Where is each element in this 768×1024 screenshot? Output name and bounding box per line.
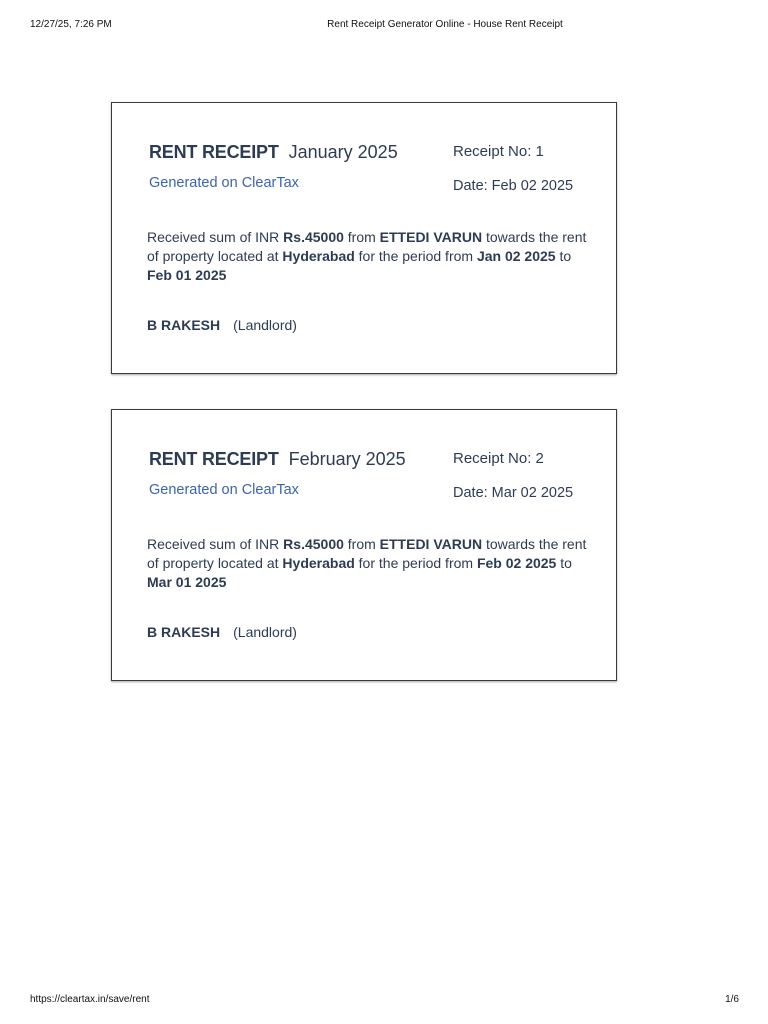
period-start: Feb 02 2025	[476, 555, 557, 571]
receipt-title	[149, 449, 406, 470]
receipt-heading: RENT RECEIPT	[149, 142, 279, 162]
tenant-name: ETTEDI VARUN	[379, 536, 483, 552]
rent-amount: Rs.45000	[283, 229, 344, 245]
body-text: from	[343, 229, 380, 245]
generated-on-link[interactable]: Generated on ClearTax	[149, 482, 299, 498]
landlord-name: B RAKESH	[147, 317, 221, 333]
print-datetime: 12/27/25, 7:26 PM	[30, 19, 112, 30]
period-end: Feb 01 2025	[147, 267, 227, 283]
receipt-date: Date: Mar 02 2025	[453, 485, 574, 501]
body-text: towards the rent of property located at	[147, 229, 587, 264]
landlord-name: B RAKESH	[147, 624, 221, 640]
body-text: Received sum of INR	[147, 229, 284, 245]
print-footer	[0, 994, 768, 1008]
rent-receipt-card	[111, 409, 617, 681]
body-text: Received sum of INR	[147, 536, 284, 552]
landlord-signature	[147, 624, 297, 640]
print-page-title: Rent Receipt Generator Online - House Rent Receipt	[327, 19, 563, 30]
body-text: for the period from	[354, 555, 477, 571]
receipt-title	[149, 142, 398, 163]
generated-on-link[interactable]: Generated on ClearTax	[149, 175, 299, 191]
receipt-month: February 2025	[288, 449, 406, 469]
property-location: Hyderabad	[282, 248, 355, 264]
body-text: towards the rent of property located at	[147, 536, 587, 571]
receipt-heading: RENT RECEIPT	[149, 449, 279, 469]
page-number: 1/6	[725, 994, 739, 1005]
receipt-body	[147, 535, 587, 592]
body-text: to	[556, 555, 572, 571]
landlord-role: (Landlord)	[233, 624, 297, 640]
page-url: https://cleartax.in/save/rent	[30, 994, 150, 1005]
receipt-body	[147, 228, 587, 285]
landlord-role: (Landlord)	[233, 317, 297, 333]
receipt-number: Receipt No: 2	[453, 450, 544, 467]
period-end: Mar 01 2025	[147, 574, 227, 590]
receipt-date: Date: Feb 02 2025	[453, 178, 574, 194]
receipt-month: January 2025	[288, 142, 398, 162]
rent-amount: Rs.45000	[283, 536, 344, 552]
receipt-number: Receipt No: 1	[453, 143, 544, 160]
property-location: Hyderabad	[282, 555, 355, 571]
period-start: Jan 02 2025	[476, 248, 556, 264]
body-text: for the period from	[354, 248, 477, 264]
tenant-name: ETTEDI VARUN	[379, 229, 483, 245]
landlord-signature	[147, 317, 297, 333]
body-text: from	[343, 536, 380, 552]
body-text: to	[555, 248, 572, 264]
print-header	[0, 19, 768, 33]
rent-receipt-card	[111, 102, 617, 374]
